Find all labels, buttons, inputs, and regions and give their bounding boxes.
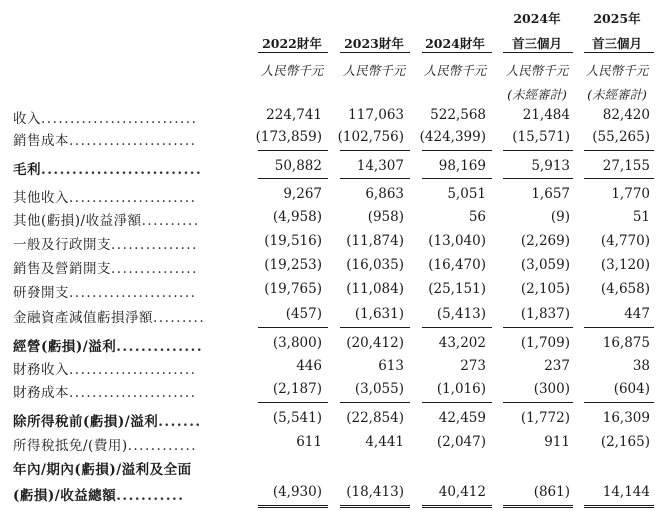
cell-value: (1,709): [520, 335, 570, 351]
cell-value: 98,169: [438, 158, 486, 174]
row-label: [13, 381, 196, 401]
sum-rule: [340, 402, 410, 403]
column-unit: 人民幣千元: [505, 63, 569, 78]
row-label: [13, 306, 205, 326]
cell-value: (16,470): [428, 257, 486, 273]
column-unit: 人民幣千元: [423, 63, 487, 78]
cell-value: (1,837): [520, 306, 570, 322]
cell-value: (1,631): [354, 306, 404, 322]
row-label: [13, 209, 200, 229]
sum-rule: [422, 505, 492, 508]
cell-value: (11,874): [346, 233, 404, 249]
cell-value: (19,253): [264, 257, 322, 273]
cell-value: 14,144: [602, 484, 650, 500]
cell-value: 27,155: [602, 158, 650, 174]
header-underline: [258, 52, 328, 53]
sum-rule: [258, 505, 328, 508]
row-label-text: 財務成本: [13, 385, 69, 401]
cell-value: 16,309: [602, 410, 650, 426]
row-label-text: (虧損)/收益總額: [13, 488, 117, 504]
column-note: (未經審計): [507, 87, 567, 102]
leader-dots: ..........: [141, 213, 200, 229]
leader-dots: ..........................: [41, 162, 203, 178]
row-label-text: 一般及行政開支: [13, 237, 111, 253]
cell-value: 1,657: [531, 186, 570, 202]
cell-value: (5,541): [272, 410, 322, 426]
leader-dots: ......................: [69, 133, 197, 149]
cell-value: 6,863: [365, 186, 404, 202]
column-unit: 人民幣千元: [342, 63, 406, 78]
row-label-text: 毛利: [13, 162, 41, 178]
cell-value: (2,165): [600, 434, 650, 450]
cell-value: 40,412: [438, 484, 486, 500]
row-label: [13, 107, 197, 127]
sum-rule: [503, 178, 573, 179]
cell-value: (9): [550, 209, 570, 225]
leader-dots: ...........................: [41, 111, 198, 127]
cell-value: (19,516): [264, 233, 322, 249]
sum-rule: [422, 178, 492, 179]
cell-value: 51: [632, 209, 650, 225]
leader-dots: ...........: [116, 488, 185, 504]
cell-value: 42,459: [438, 410, 486, 426]
cell-value: (102,756): [337, 129, 404, 145]
column-unit: 人民幣千元: [260, 63, 324, 78]
header-underline: [340, 52, 410, 53]
cell-value: 50,882: [274, 158, 322, 174]
column-header-period: 2024財年: [425, 36, 485, 51]
cell-value: (2,105): [520, 281, 570, 297]
sum-rule: [503, 505, 573, 508]
cell-value: (861): [533, 484, 570, 500]
cell-value: (4,930): [272, 484, 322, 500]
sum-rule: [340, 178, 410, 179]
cell-value: (4,770): [600, 233, 650, 249]
row-label: [13, 158, 202, 178]
cell-value: (25,151): [428, 281, 486, 297]
cell-value: 237: [544, 358, 570, 374]
sum-rule: [584, 150, 654, 151]
row-label-text: 金融資產減值虧損淨額: [13, 310, 153, 326]
cell-value: 613: [378, 358, 404, 374]
sum-rule: [340, 505, 410, 508]
row-label: [13, 410, 202, 430]
row-label-text: 年內/期內(虧損)/溢利及全面: [13, 462, 192, 478]
cell-value: 911: [544, 434, 570, 450]
cell-value: 522,568: [430, 107, 486, 123]
header-underline: [422, 52, 492, 53]
cell-value: (13,040): [428, 233, 486, 249]
row-label: [13, 186, 196, 206]
leader-dots: ............: [127, 438, 198, 454]
row-label-text: 其他收入: [13, 190, 69, 206]
cell-value: (19,765): [264, 281, 322, 297]
leader-dots: .......: [158, 414, 202, 430]
cell-value: 447: [624, 306, 650, 322]
cell-value: (3,800): [272, 335, 322, 351]
cell-value: 9,267: [283, 186, 322, 202]
cell-value: (300): [533, 381, 570, 397]
cell-value: 56: [468, 209, 486, 225]
sum-rule: [340, 150, 410, 151]
cell-value: 5,051: [447, 186, 486, 202]
column-header-period: 2023財年: [344, 36, 404, 51]
cell-value: 273: [460, 358, 486, 374]
column-header-period: 首三個月: [591, 36, 642, 51]
sum-rule: [422, 402, 492, 403]
column-note: (未經審計): [587, 87, 647, 102]
leader-dots: ......................: [69, 362, 197, 378]
cell-value: 14,307: [356, 158, 404, 174]
cell-value: (424,399): [419, 129, 486, 145]
cell-value: (11,084): [346, 281, 404, 297]
column-header-year: 2024年: [513, 11, 561, 26]
header-underline: [503, 52, 573, 53]
sum-rule: [258, 402, 328, 403]
cell-value: 224,741: [266, 107, 322, 123]
row-label: [13, 257, 198, 277]
cell-value: (3,055): [354, 381, 404, 397]
cell-value: (457): [285, 306, 322, 322]
column-header-period: 2022財年: [262, 36, 322, 51]
row-label-text: 研發開支: [13, 285, 69, 301]
leader-dots: ...............: [111, 237, 198, 253]
sum-rule: [584, 402, 654, 403]
row-label-text: 所得稅抵免/(費用): [13, 438, 128, 454]
sum-rule: [503, 150, 573, 151]
cell-value: 43,202: [438, 335, 486, 351]
sum-rule: [422, 150, 492, 151]
sum-rule: [584, 505, 654, 508]
row-label: [13, 484, 184, 504]
leader-dots: ..............: [116, 339, 204, 355]
row-label-text: 財務收入: [13, 362, 69, 378]
cell-value: (16,035): [346, 257, 404, 273]
sum-rule: [258, 178, 328, 179]
cell-value: (2,269): [520, 233, 570, 249]
row-label-text: 銷售及營銷開支: [13, 261, 111, 277]
row-label: [13, 233, 198, 253]
cell-value: 446: [296, 358, 322, 374]
cell-value: 1,770: [611, 186, 650, 202]
sum-rule: [584, 327, 654, 328]
cell-value: (173,859): [255, 129, 322, 145]
cell-value: (20,412): [346, 335, 404, 351]
cell-value: (1,772): [520, 410, 570, 426]
cell-value: 82,420: [602, 107, 650, 123]
header-underline: [584, 52, 654, 53]
cell-value: 38: [632, 358, 650, 374]
row-label-text: 其他(虧損)/收益淨額: [13, 213, 142, 229]
cell-value: (604): [613, 381, 650, 397]
leader-dots: ......................: [69, 190, 197, 206]
row-label: [13, 458, 192, 478]
column-header-year: 2025年: [593, 11, 641, 26]
row-label: [13, 358, 196, 378]
cell-value: (55,265): [592, 129, 650, 145]
sum-rule: [258, 150, 328, 151]
sum-rule: [503, 402, 573, 403]
cell-value: (15,571): [512, 129, 570, 145]
cell-value: (2,047): [436, 434, 486, 450]
leader-dots: ......................: [69, 385, 197, 401]
sum-rule: [503, 327, 573, 328]
cell-value: (4,658): [600, 281, 650, 297]
row-label: [13, 434, 197, 454]
row-label-text: 經營(虧損)/溢利: [13, 339, 117, 355]
leader-dots: ...............: [111, 261, 198, 277]
cell-value: (5,413): [436, 306, 486, 322]
row-label-text: 銷售成本: [13, 133, 69, 149]
leader-dots: .........: [153, 310, 206, 326]
row-label: [13, 335, 203, 355]
sum-rule: [340, 327, 410, 328]
cell-value: 4,441: [365, 434, 404, 450]
cell-value: 5,913: [531, 158, 570, 174]
cell-value: (3,120): [600, 257, 650, 273]
cell-value: 117,063: [348, 107, 404, 123]
cell-value: 16,875: [602, 335, 650, 351]
sum-rule: [258, 327, 328, 328]
row-label: [13, 129, 196, 149]
cell-value: (22,854): [346, 410, 404, 426]
cell-value: (18,413): [346, 484, 404, 500]
row-label-text: 除所得稅前(虧損)/溢利: [13, 414, 159, 430]
column-header-period: 首三個月: [511, 36, 562, 51]
cell-value: (958): [367, 209, 404, 225]
sum-rule: [584, 178, 654, 179]
column-unit: 人民幣千元: [585, 63, 649, 78]
cell-value: 21,484: [522, 107, 570, 123]
leader-dots: ......................: [69, 285, 197, 301]
row-label-text: 收入: [13, 111, 41, 127]
cell-value: 611: [296, 434, 322, 450]
sum-rule: [422, 327, 492, 328]
cell-value: (3,059): [520, 257, 570, 273]
cell-value: (4,958): [272, 209, 322, 225]
cell-value: (2,187): [272, 381, 322, 397]
row-label: [13, 281, 196, 301]
cell-value: (1,016): [436, 381, 486, 397]
